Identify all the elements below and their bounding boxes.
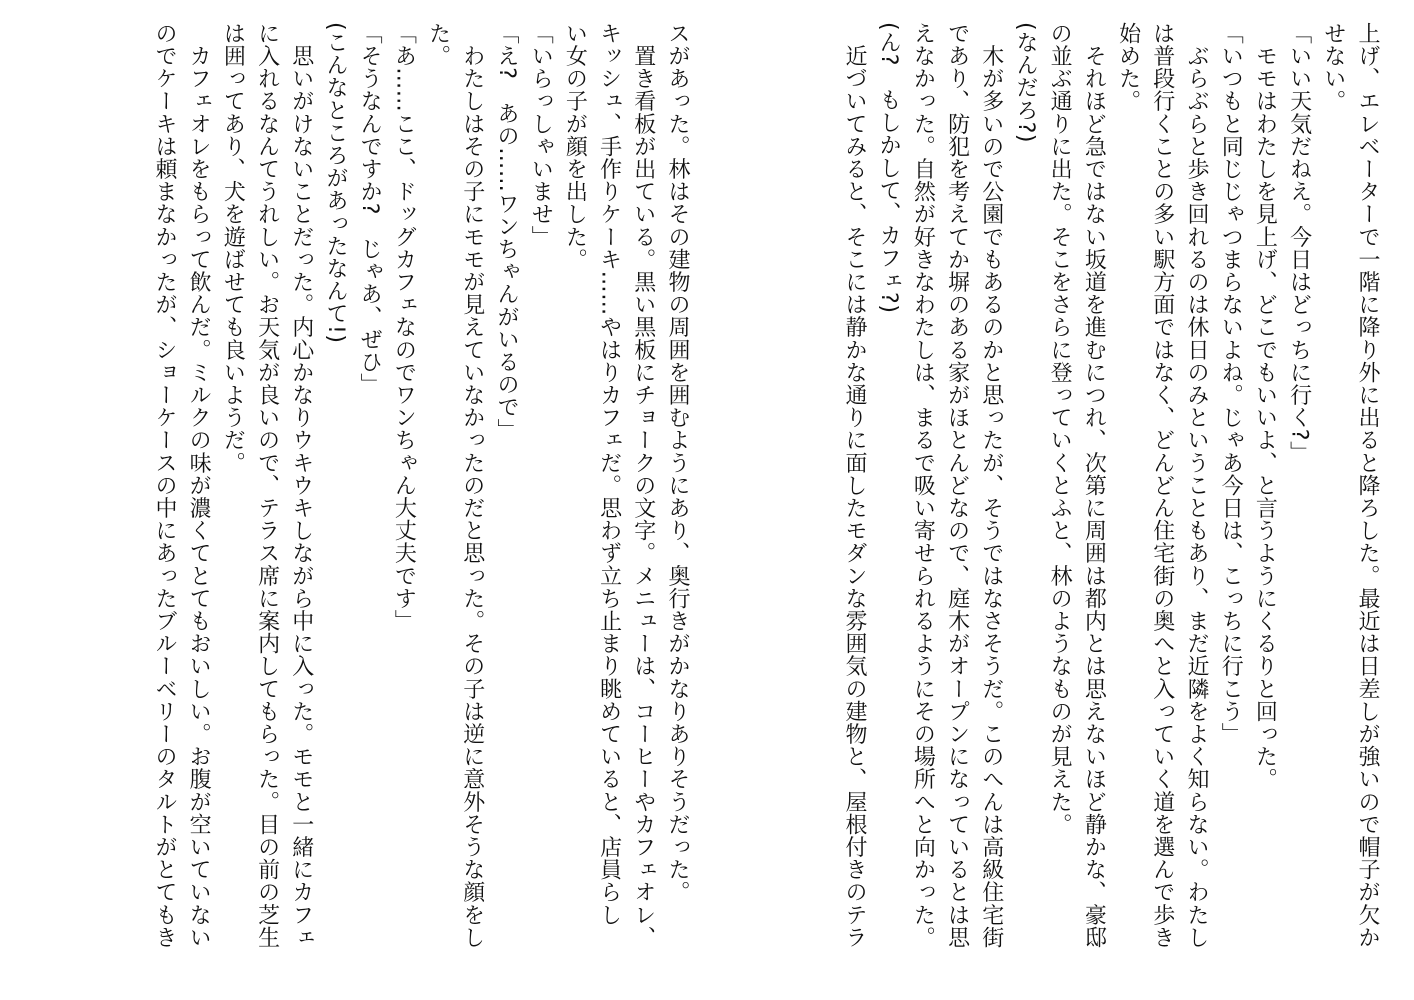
text-line: 「いつもと同じじゃつまらないよね。じゃあ今日は、こっちに行こう」 <box>1218 22 1244 746</box>
right-text-column <box>837 22 1384 982</box>
text-line: スがあった。林はその建物の周囲を囲むようにあり、奥行きがかなりありそうだった。 <box>665 22 690 904</box>
text-line: ぶらぶらと歩き回れるのは休日のみということもあり、まだ近隣をよく知らない。わたし <box>1183 22 1209 949</box>
text-line: 始めた。 <box>1115 22 1141 113</box>
text-line: 置き看板が出ている。黒い黒板にチョークの文字。メニューは、コーヒーやカフェオレ、 <box>630 22 656 949</box>
text-line: それほど急ではない坂道を進むにつれ、次第に周囲は都内とは思えないほど静かな、豪邸 <box>1081 22 1107 949</box>
text-line: えなかった。自然が好きなわたしは、まるで吸い寄せられるようにその場所へと向かった。 <box>910 22 936 949</box>
text-line: い女の子が顔を出した。 <box>562 22 588 271</box>
text-line: は普段行くことの多い駅方面ではなく、どんどん住宅街の奥へと入っていく道を選んで歩き <box>1149 22 1175 949</box>
text-line: (こんなところがあったなんて!) <box>322 22 348 344</box>
text-line: であり、防犯を考えてか塀のある家がほとんどなので、庭木がオープンになっているとは思 <box>944 22 970 949</box>
text-line: カフェオレをもらって飲んだ。ミルクの味が濃くてとてもおいしい。お腹が空いていない <box>186 22 212 949</box>
text-line: せない。 <box>1320 22 1346 113</box>
text-line: 「あ……ここ、ドッグカフェなのでワンちゃん大丈夫です」 <box>391 22 417 633</box>
text-line: 「そうなんですか? じゃあ、ぜひ」 <box>357 22 383 396</box>
text-line: 思いがけないことだった。内心かなりウキウキしながら中に入った。モモと一緒にカフェ <box>288 22 314 949</box>
text-line: (ん? もしかして、カフェ?) <box>876 22 902 314</box>
text-line: 「え? あの……ワンちゃんがいるので」 <box>493 22 519 442</box>
text-line: (なんだろ?) <box>1012 22 1038 144</box>
text-line: に入れるなんてうれしい。お天気が良いので、テラス席に案内してもらった。目の前の芝生 <box>254 22 280 949</box>
text-line: 「いらっしゃいませ」 <box>528 22 554 248</box>
text-line: 木が多いので公園でもあるのかと思ったが、そうではなさそうだ。このへんは高級住宅街 <box>978 22 1004 949</box>
text-line: 上げ、エレベーターで一階に降り外に出ると降ろした。最近は日差しが強いので帽子が欠か <box>1355 22 1380 949</box>
text-line: モモはわたしを見上げ、どこでもいいよ、と言うようにくるりと回った。 <box>1252 22 1278 791</box>
text-line: 「いい天気だねえ。今日はどっちに行く?」 <box>1286 22 1312 464</box>
text-line: の並ぶ通りに出た。そこをさらに登っていくとふと、林のようなものが見えた。 <box>1047 22 1073 836</box>
text-line: は囲ってあり、犬を遊ばせても良いようだ。 <box>220 22 246 474</box>
text-line: 近づいてみると、そこには静かな通りに面したモダンな雰囲気の建物と、屋根付きのテラ <box>841 22 867 949</box>
left-text-column <box>147 22 694 982</box>
text-line: キッシュ、手作りケーキ……やはりカフェだ。思わず立ち止まり眺めていると、店員らし <box>596 22 622 926</box>
text-line: のでケーキは頼まなかったが、ショーケースの中にあったブルーベリーのタルトがとてもき <box>151 22 177 949</box>
text-line: わたしはその子にモモが見えていなかったのだと思った。その子は逆に意外そうな顔をし <box>459 22 485 949</box>
text-line: た。 <box>425 22 451 68</box>
